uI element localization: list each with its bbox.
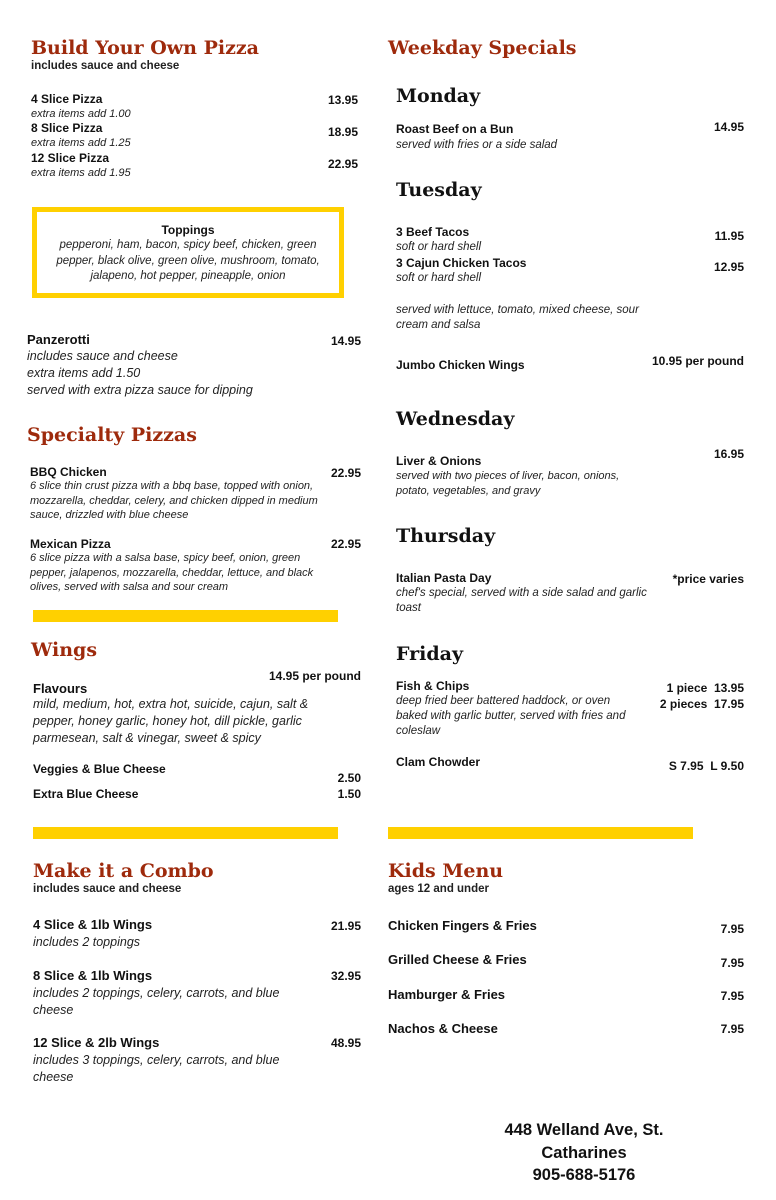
menu-item-name: Hamburger & Fries xyxy=(388,987,506,1002)
menu-item-name: Jumbo Chicken Wings xyxy=(396,358,525,372)
menu-item-price: 22.95 xyxy=(330,537,361,551)
menu-item-name: Liver & Onions xyxy=(396,454,482,468)
menu-item-name: Veggies & Blue Cheese xyxy=(33,762,166,776)
menu-item-price: *price varies xyxy=(672,572,744,586)
menu-item-note: extra items add 1.95 xyxy=(31,167,131,179)
menu-item-description: includes 3 toppings, celery, carrots, and blue cheese xyxy=(33,1053,280,1084)
menu-item-price: 7.95 xyxy=(720,1022,744,1036)
menu-item-description: served with fries or a side salad xyxy=(396,139,558,151)
day-heading: Friday xyxy=(396,643,464,665)
day-heading: Monday xyxy=(396,85,481,107)
menu-item-name: BBQ Chicken xyxy=(30,465,107,479)
menu-item-price: 21.95 xyxy=(330,919,361,933)
flavours-label: Flavours xyxy=(33,681,88,696)
menu-item-price: 7.95 xyxy=(720,922,744,936)
menu-item-description: 6 slice thin crust pizza with a bbq base, topped with onion, mozzarella, cheddar, celery, and chicken dipped in medium sauce, drizzled with blue cheese xyxy=(30,480,318,521)
divider-bar xyxy=(33,827,338,839)
menu-item-name: 3 Cajun Chicken Tacos xyxy=(396,256,527,270)
pizza-subtitle: includes sauce and cheese xyxy=(31,60,180,72)
panzerotti-line: includes sauce and cheese xyxy=(27,349,178,363)
menu-item-name: Italian Pasta Day xyxy=(396,571,492,585)
toppings-title: Toppings xyxy=(161,223,215,237)
divider-bar xyxy=(33,610,338,622)
kids-title: Kids Menu xyxy=(388,860,504,882)
panzerotti-price: 14.95 xyxy=(330,334,361,348)
menu-item-name: 8 Slice & 1lb Wings xyxy=(33,968,153,983)
menu-item-price: 16.95 xyxy=(713,447,744,461)
menu-item-price: 22.95 xyxy=(330,466,361,480)
pizza-section xyxy=(31,37,259,73)
fish-price: 17.95 xyxy=(713,697,744,711)
menu-item-name: 4 Slice Pizza xyxy=(31,92,103,106)
pizza-title: Build Your Own Pizza xyxy=(31,37,259,59)
fish-price-row xyxy=(667,681,744,696)
panzerotti-name: Panzerotti xyxy=(27,332,90,347)
combo-subtitle: includes sauce and cheese xyxy=(33,883,182,895)
menu-item-name: Roast Beef on a Bun xyxy=(396,122,514,136)
menu-item-name: 12 Slice & 2lb Wings xyxy=(33,1035,160,1050)
kids-section xyxy=(388,860,503,896)
panzerotti-line: served with extra pizza sauce for dipping xyxy=(27,383,253,397)
menu-item-name: 8 Slice Pizza xyxy=(31,121,103,135)
combo-title: Make it a Combo xyxy=(33,860,214,882)
fish-price-row xyxy=(660,697,744,712)
menu-item-name: Extra Blue Cheese xyxy=(33,787,139,801)
combo-section xyxy=(33,860,214,896)
day-heading: Wednesday xyxy=(396,408,515,430)
menu-item-price: 7.95 xyxy=(720,989,744,1003)
menu-item-name: 4 Slice & 1lb Wings xyxy=(33,917,153,932)
menu-item-price: 48.95 xyxy=(330,1036,361,1050)
menu-item-price: 13.95 xyxy=(327,93,358,107)
day-heading: Thursday xyxy=(396,525,496,547)
menu-item-name: Fish & Chips xyxy=(396,679,470,693)
menu-item-description: served with two pieces of liver, bacon, onions, potato, vegetables, and gravy xyxy=(396,470,620,497)
menu-item-name: 12 Slice Pizza xyxy=(31,151,110,165)
menu-item-name: Chicken Fingers & Fries xyxy=(388,918,537,933)
menu-item-price: 32.95 xyxy=(330,969,361,983)
menu-item-name: 3 Beef Tacos xyxy=(396,225,470,239)
menu-item-price: 7.95 xyxy=(720,956,744,970)
tacos-served-with: served with lettuce, tomato, mixed cheese, sour cream and salsa xyxy=(396,304,639,331)
menu-item-description: 6 slice pizza with a salsa base, spicy beef, onion, green pepper, jalapenos, mozzarella, cheddar, lettuce, and black olives, served with salsa and sour cream xyxy=(30,552,314,593)
divider-bar xyxy=(388,827,693,839)
menu-item-description: includes 2 toppings xyxy=(33,935,141,949)
fish-price-label: 2 pieces xyxy=(659,697,708,711)
menu-item-price: 2.50 xyxy=(337,771,361,785)
menu-item-price: 11.95 xyxy=(714,229,744,243)
menu-item-name: Clam Chowder xyxy=(396,755,481,769)
flavours-list: mild, medium, hot, extra hot, suicide, cajun, salt & pepper, honey garlic, honey hot, dill pickle, garlic parmesean, salt & vinegar, sweet & spicy xyxy=(33,697,309,745)
menu-item-price: 18.95 xyxy=(327,125,358,139)
address: 448 Welland Ave, St. Catharines xyxy=(504,1121,664,1162)
menu-item-name: Grilled Cheese & Fries xyxy=(388,952,527,967)
menu-item-price: 22.95 xyxy=(327,157,358,171)
menu-item-description: soft or hard shell xyxy=(396,272,482,284)
specialty-title: Specialty Pizzas xyxy=(27,424,197,446)
menu-item-name: Nachos & Cheese xyxy=(388,1021,498,1036)
toppings-box xyxy=(32,207,344,298)
wings-title: Wings xyxy=(31,639,98,661)
panzerotti-line: extra items add 1.50 xyxy=(27,366,141,380)
menu-item-note: extra items add 1.25 xyxy=(31,137,131,149)
menu-item-name: Mexican Pizza xyxy=(30,537,111,551)
menu-item-price: 14.95 xyxy=(713,120,744,134)
fish-price: 13.95 xyxy=(713,681,744,695)
menu-item-price: S 7.95 L 9.50 xyxy=(668,759,744,773)
menu-item-description: chef's special, served with a side salad and garlic toast xyxy=(396,587,647,614)
menu-item-description: soft or hard shell xyxy=(396,241,482,253)
phone-number: 905-688-5176 xyxy=(532,1166,636,1184)
menu-item-description: deep fried beer battered haddock, or oven baked with garlic butter, served with fries and coleslaw xyxy=(396,695,626,737)
menu-item-price: 1.50 xyxy=(337,787,361,801)
specials-title: Weekday Specials xyxy=(388,37,577,59)
menu-item-note: extra items add 1.00 xyxy=(31,108,131,120)
kids-subtitle: ages 12 and under xyxy=(388,883,489,895)
fish-price-label: 1 piece xyxy=(666,681,708,695)
menu-item-price: 12.95 xyxy=(713,260,744,274)
menu-item-description: includes 2 toppings, celery, carrots, and blue cheese xyxy=(33,986,280,1017)
day-heading: Tuesday xyxy=(396,179,482,201)
menu-item-price: 10.95 per pound xyxy=(651,354,744,368)
wings-price: 14.95 per pound xyxy=(268,669,361,683)
toppings-list: pepperoni, ham, bacon, spicy beef, chicken, green pepper, black olive, green olive, mushroom, tomato, jalapeno, hot pepper, pineapple, onion xyxy=(56,239,320,282)
